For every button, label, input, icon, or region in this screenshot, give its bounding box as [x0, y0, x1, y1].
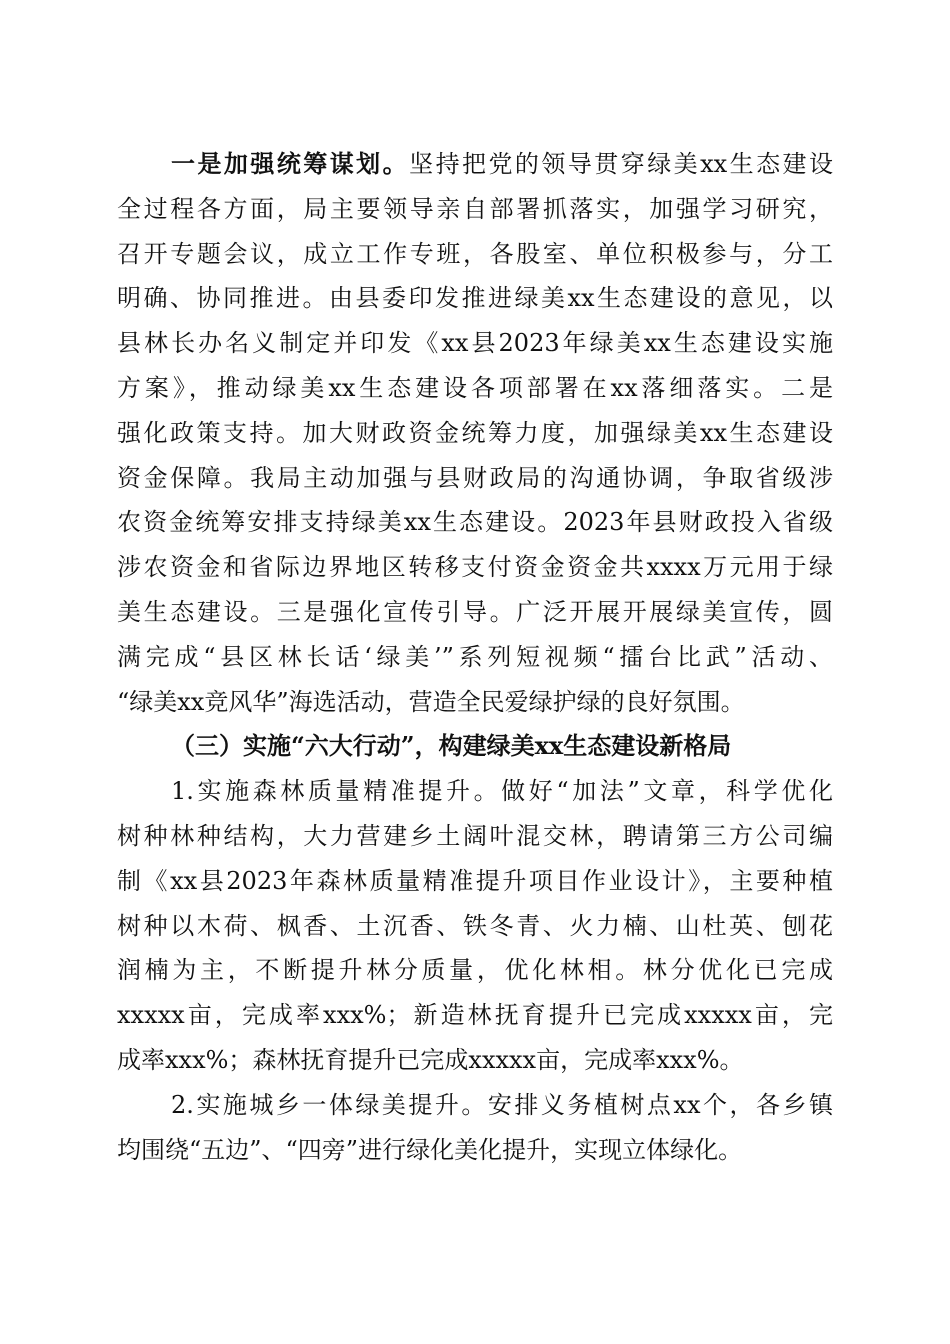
text-line: xxxxx亩，完成率xxx%；新造林抚育提升已完成xxxxx亩，完	[117, 1001, 833, 1029]
text-line: 美生态建设。三是强化宣传引导。广泛开展开展绿美宣传，圆	[117, 598, 833, 626]
text-line: 明确、协同推进。由县委印发推进绿美xx生态建设的意见，以	[117, 284, 833, 312]
text-line: 全过程各方面，局主要领导亲自部署抓落实，加强学习研究，	[117, 195, 833, 223]
text-line: 树种以木荷、枫香、土沉香、铁冬青、火力楠、山杜英、刨花	[117, 912, 833, 940]
text-line: 满完成“县区林长话‘绿美’”系列短视频“擂台比武”活动、	[117, 643, 833, 671]
line-text: 坚持把党的领导贯穿绿美xx生态建设	[409, 150, 834, 178]
text-line: 均围绕“五边”、“四旁”进行绿化美化提升，实现立体绿化。	[117, 1136, 743, 1164]
emphasis-lead: 一是加强统筹谋划。	[171, 149, 410, 178]
text-line	[171, 144, 833, 184]
text-line: 资金保障。我局主动加强与县财政局的沟通协调，争取省级涉	[117, 464, 833, 492]
section-heading: （三）实施“六大行动”，构建绿美xx生态建设新格局	[171, 731, 732, 760]
text-line: 成率xxx%；森林抚育提升已完成xxxxx亩，完成率xxx%。	[117, 1046, 744, 1074]
text-line: 润楠为主，不断提升林分质量，优化林相。林分优化已完成	[117, 956, 833, 984]
text-line: 县林长办名义制定并印发《xx县2023年绿美xx生态建设实施	[117, 329, 833, 357]
text-line: 强化政策支持。加大财政资金统筹力度，加强绿美xx生态建设	[117, 419, 833, 447]
text-line: 方案》，推动绿美xx生态建设各项部署在xx落细落实。二是	[117, 374, 833, 402]
text-line: 1.实施森林质量精准提升。做好“加法”文章，科学优化	[171, 777, 833, 805]
text-line: “绿美xx竞风华”海选活动，营造全民爱绿护绿的良好氛围。	[117, 688, 745, 716]
text-line: 2.实施城乡一体绿美提升。安排义务植树点xx个，各乡镇	[171, 1091, 833, 1119]
text-line: 制《xx县2023年森林质量精准提升项目作业设计》，主要种植	[117, 867, 833, 895]
text-line: 农资金统筹安排支持绿美xx生态建设。2023年县财政投入省级	[117, 508, 833, 536]
text-line: 树种林种结构，大力营建乡土阔叶混交林，聘请第三方公司编	[117, 822, 833, 850]
text-line: 涉农资金和省际边界地区转移支付资金资金共xxxx万元用于绿	[117, 553, 833, 581]
text-line: 召开专题会议，成立工作专班，各股室、单位积极参与，分工	[117, 240, 833, 268]
